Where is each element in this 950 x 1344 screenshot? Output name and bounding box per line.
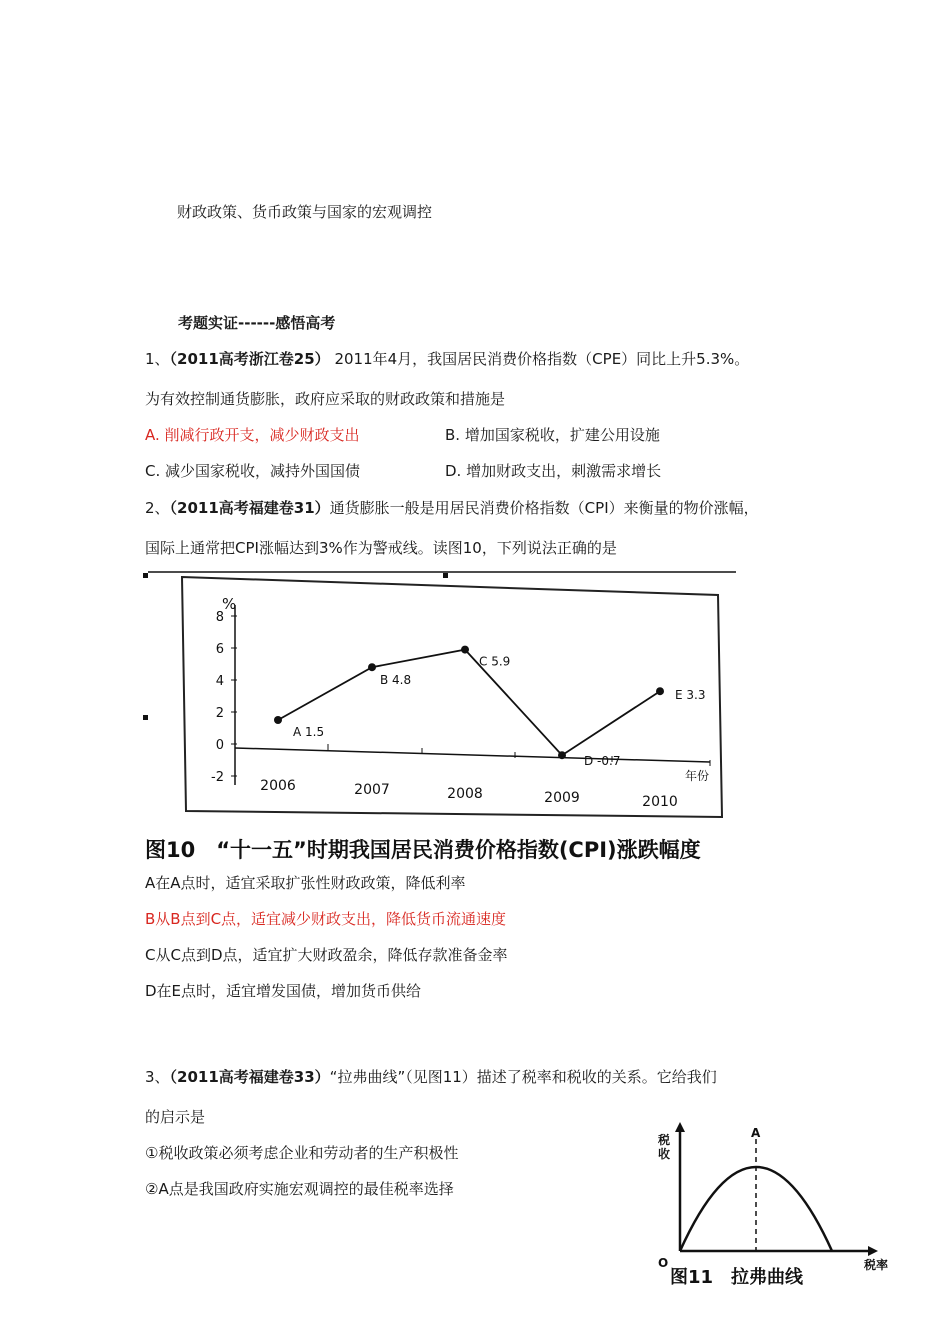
y-axis-label: 税收 [658,1133,671,1161]
question-number: 1、 [145,350,170,368]
question-text: 通货膨胀一般是用居民消费价格指数（CPI）来衡量的物价涨幅， [329,499,759,517]
question-text: 2011年4月，我国居民消费价格指数（CPE）同比上升5.3%。 [334,350,750,368]
x-tick-label: 2008 [447,786,483,802]
question-source: （2011高考福建卷33） [169,1068,330,1086]
x-tick-label: 2006 [260,778,296,794]
question-source: （2011高考福建卷31） [169,499,330,517]
question-text: “拉弗曲线”（见图11）描述了税率和税收的关系。它给我们 [329,1068,717,1086]
y-axis-label: % [222,595,237,613]
y-axis-arrow [675,1122,685,1132]
y-tick-label: 4 [215,674,224,689]
question-3-stem [145,1067,717,1087]
option-a: A在A点时，适宜采取扩张性财政政策，降低利率 [145,874,466,892]
option-c: C. 减少国家税收，减持外国国债 [145,462,361,480]
y-tick-label: -2 [211,770,224,785]
data-label: D -0.7 [584,754,621,769]
data-label: C 5.9 [479,654,511,669]
figure-caption: 图10 “十一五”时期我国居民消费价格指数(CPI)涨跌幅度 [145,838,701,862]
data-label: A 1.5 [293,725,325,739]
option-a: A. 削减行政开支，减少财政支出 [145,426,360,444]
question-2-stem [145,498,759,518]
y-tick-label: 0 [215,738,224,753]
option-b: B. 增加国家税收，扩建公用设施 [445,426,660,444]
statement-2: ②A点是我国政府实施宏观调控的最佳税率选择 [145,1180,454,1198]
page-title: 财政政策、货币政策与国家的宏观调控 [177,203,433,221]
peak-label: A [751,1126,761,1140]
data-point-d [558,751,566,759]
data-point-e [656,687,664,695]
figure-caption: 图11 拉弗曲线 [670,1267,804,1288]
data-point-c [461,646,469,654]
laffer-curve-chart [650,1116,900,1291]
x-axis-arrow [868,1246,878,1256]
question-2-line2: 国际上通常把CPI涨幅达到3%作为警戒线。读图10，下列说法正确的是 [145,539,617,557]
x-tick-label: 2009 [544,790,580,806]
data-label: B 4.8 [380,673,412,688]
cpi-line-chart [140,565,740,865]
question-3-line2: 的启示是 [145,1108,206,1126]
statement-1: ①税收政策必须考虑企业和劳动者的生产积极性 [145,1144,459,1162]
data-point-a [274,716,282,724]
question-1-stem [145,349,749,369]
question-source: （2011高考浙江卷25） [169,350,330,368]
x-axis-label: 年份 [685,769,710,783]
y-tick-label: 8 [215,610,224,625]
question-number: 2、 [145,499,170,517]
y-tick-label: 6 [215,642,224,657]
x-tick-label: 2007 [354,782,390,798]
option-c: C从C点到D点，适宜扩大财政盈余，降低存款准备金率 [145,946,508,964]
option-d: D. 增加财政支出，刺激需求增长 [445,462,662,480]
x-axis [235,748,710,762]
x-axis-label: 税率 [864,1258,889,1272]
option-b: B从B点到C点，适宜减少财政支出，降低货币流通速度 [145,910,507,928]
section-heading: 考题实证------感悟高考 [178,314,336,332]
question-number: 3、 [145,1068,170,1086]
data-label: E 3.3 [675,688,706,703]
option-d: D在E点时，适宜增发国债，增加货币供给 [145,982,422,1000]
cpi-series-line [278,650,660,756]
data-point-b [368,663,376,671]
origin-label: O [658,1256,669,1270]
y-tick-label: 2 [215,706,224,721]
question-1-line2: 为有效控制通货膨胀，政府应采取的财政政策和措施是 [145,390,506,408]
x-tick-label: 2010 [642,794,678,810]
